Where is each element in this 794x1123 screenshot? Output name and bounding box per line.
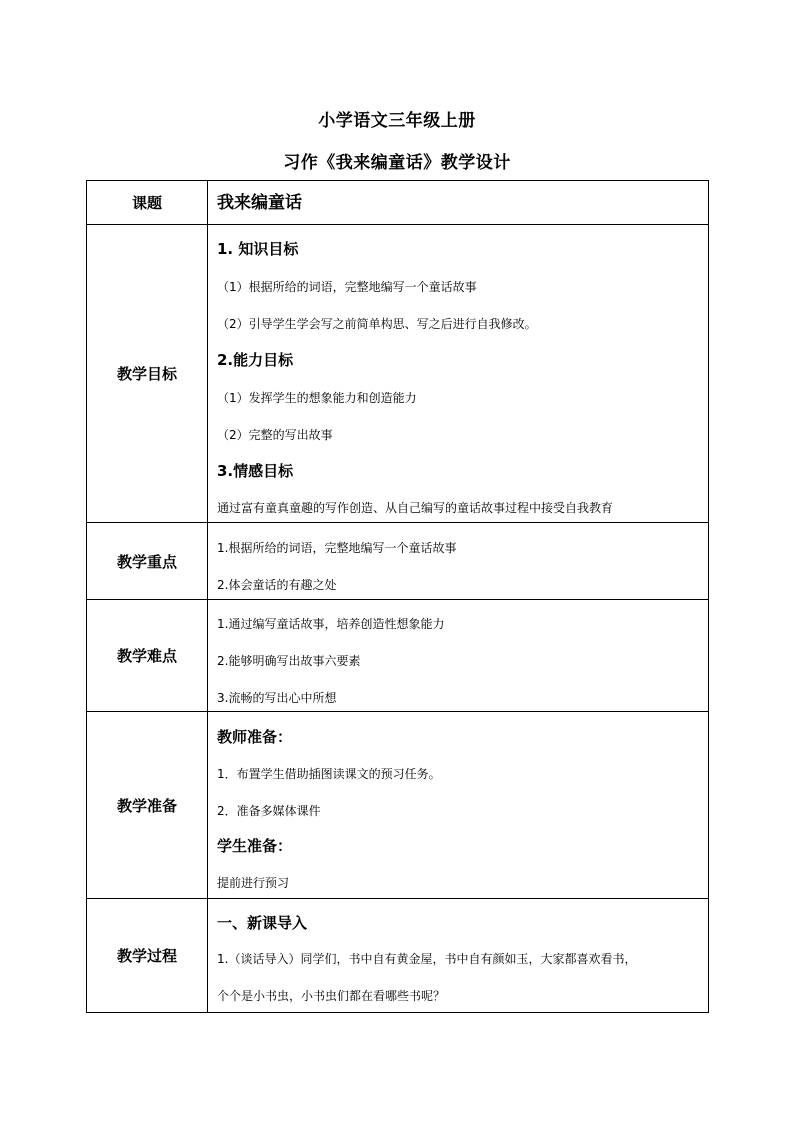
key-point-item: 1.根据所给的词语，完整地编写一个童话故事 — [217, 541, 457, 555]
row-content-process — [208, 899, 709, 1013]
knowledge-heading: 1. 知识目标 — [217, 240, 299, 258]
knowledge-item: （1）根据所给的词语，完整地编写一个童话故事 — [217, 280, 477, 294]
row-content-goals — [208, 225, 709, 523]
difficulty-item: 3.流畅的写出心中所想 — [217, 691, 337, 705]
process-heading: 一、新课导入 — [217, 914, 308, 932]
lesson-plan-table — [86, 180, 709, 1013]
emotion-heading: 3.情感目标 — [217, 462, 294, 480]
process-text: 1.（谈话导入）同学们，书中自有黄金屋，书中自有颜如玉，大家都喜欢看书， — [217, 952, 637, 966]
student-prep-heading: 学生准备： — [217, 837, 293, 855]
ability-item: （1）发挥学生的想象能力和创造能力 — [217, 391, 417, 405]
table-row-process — [87, 899, 709, 1013]
topic-value: 我来编童话 — [217, 192, 302, 213]
difficulty-item: 2.能够明确写出故事六要素 — [217, 654, 361, 668]
difficulty-item: 1.通过编写童话故事，培养创造性想象能力 — [217, 617, 445, 631]
document-subtitle: 习作《我来编童话》教学设计 — [283, 153, 511, 173]
knowledge-item: （2）引导学生学会写之前简单构思、写之后进行自我修改。 — [217, 317, 537, 331]
row-content-difficulties — [208, 600, 709, 712]
ability-item: （2）完整的写出故事 — [217, 428, 333, 442]
process-text: 个个是小书虫，小书虫们都在看哪些书呢？ — [217, 989, 446, 1003]
teacher-prep-item: 1．布置学生借助插图读课文的预习任务。 — [217, 767, 441, 781]
table-row-difficulties — [87, 600, 709, 712]
row-label-topic: 课题 — [87, 181, 208, 225]
row-label-preparation: 教学准备 — [87, 712, 208, 899]
row-label-key-points: 教学重点 — [87, 523, 208, 600]
table-row-key-points — [87, 523, 709, 600]
teacher-prep-heading: 教师准备： — [217, 728, 293, 746]
teacher-prep-item: 2．准备多媒体课件 — [217, 804, 321, 818]
row-content-preparation — [208, 712, 709, 899]
row-content-topic — [208, 181, 709, 225]
student-prep-text: 提前进行预习 — [217, 876, 290, 890]
row-content-key-points — [208, 523, 709, 600]
table-row-topic — [87, 181, 709, 225]
key-point-item: 2.体会童话的有趣之处 — [217, 578, 337, 592]
document-title: 小学语文三年级上册 — [318, 111, 476, 131]
table-row-goals — [87, 225, 709, 523]
row-label-goals: 教学目标 — [87, 225, 208, 523]
table-row-preparation — [87, 712, 709, 899]
ability-heading: 2.能力目标 — [217, 351, 294, 369]
emotion-text: 通过富有童真童趣的写作创造、从自己编写的童话故事过程中接受自我教育 — [217, 501, 614, 515]
row-label-process: 教学过程 — [87, 899, 208, 1013]
row-label-difficulties: 教学难点 — [87, 600, 208, 712]
